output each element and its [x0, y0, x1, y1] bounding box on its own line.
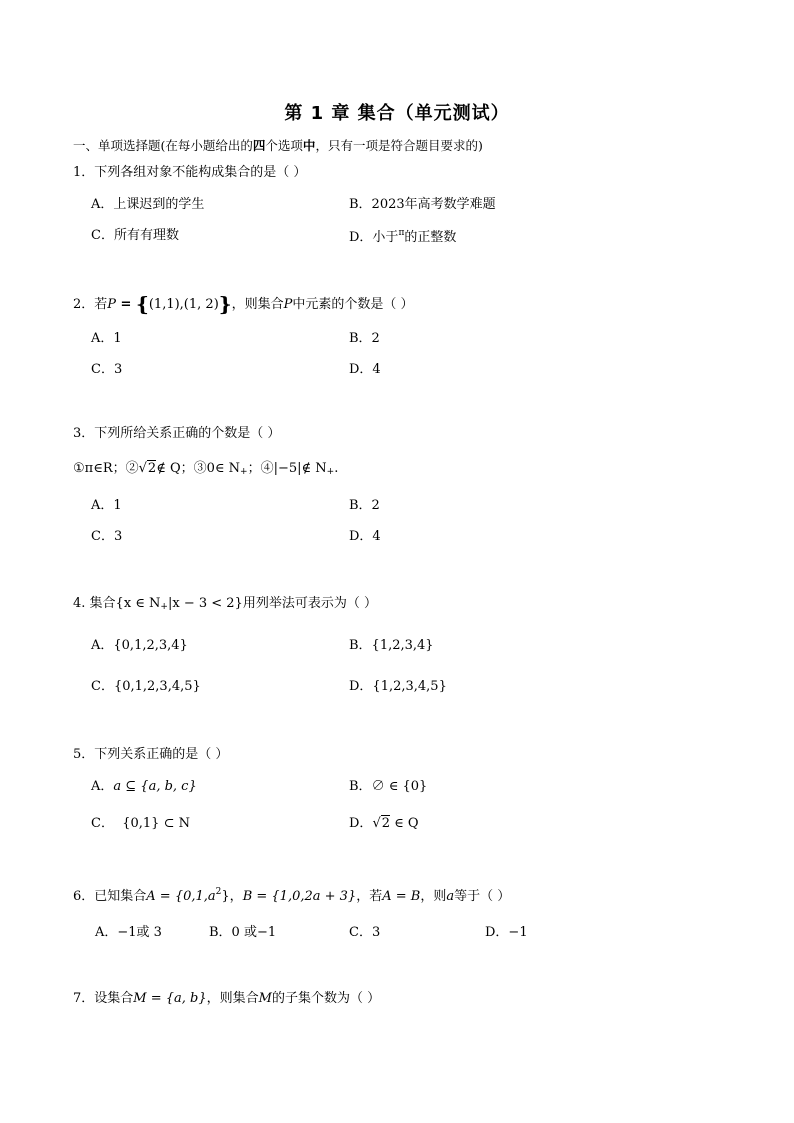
set-builder: |x − 3 < 2} [167, 596, 243, 611]
question-3-option-a: A．1 [91, 498, 122, 513]
question-6-option-b: B．0 或−1 [209, 925, 277, 940]
option-label: B． [349, 779, 372, 794]
question-1-option-c: C．所有有理数 [91, 228, 179, 243]
option-text: D．小于 [349, 230, 399, 245]
set-elements: (1,1),(1, 2) [148, 297, 219, 312]
superscript: 2 [215, 887, 222, 897]
question-6-option-c: C．3 [349, 925, 381, 940]
stem-text: 等于（ ） [454, 889, 511, 904]
option-label: C． [91, 816, 114, 831]
set-builder: {x ∈ N [115, 596, 161, 611]
option-math: {0,1} ⊂ N [122, 816, 190, 831]
option-math: ∅ ∈ {0} [371, 779, 428, 794]
question-3-option-c: C．3 [91, 529, 123, 544]
subscript: + [326, 467, 335, 477]
question-1-option-d [349, 229, 456, 244]
question-1-stem: 1．下列各组对象不能构成集合的是（ ） [73, 165, 307, 180]
set-m-definition: M = {a, b} [133, 991, 207, 1006]
question-7-stem [73, 992, 380, 1005]
question-2-option-d: D．4 [349, 362, 381, 377]
stem-text: 7．设集合 [73, 991, 134, 1006]
set-variable: P [283, 297, 293, 312]
option-math: a ⊆ {a, b, c} [113, 779, 197, 794]
set-equality: A = B [382, 889, 421, 904]
question-6-option-d: D．−1 [485, 925, 528, 940]
section-heading [73, 140, 483, 153]
set-variable: M [258, 991, 272, 1006]
question-5-option-c [91, 817, 190, 830]
relation-text: ；④|−5|∉ N [247, 461, 327, 476]
question-3-option-b: B．2 [349, 498, 380, 513]
stem-text: ， [229, 889, 243, 904]
equals-sign: = [116, 297, 136, 312]
question-6-stem [73, 888, 510, 903]
left-brace: { [135, 292, 149, 316]
stem-text: ，则集合 [206, 991, 259, 1006]
relation-text: ∉ Q；③0∈ N [156, 461, 241, 476]
question-6-option-a: A．−1或 3 [95, 925, 162, 940]
stem-text: 4. 集合 [73, 596, 116, 611]
question-2-option-b: B．2 [349, 331, 380, 346]
variable-a: a [446, 889, 455, 904]
stem-text: ，则集合 [231, 297, 284, 312]
pi-symbol: π [398, 228, 405, 238]
question-5-stem: 5．下列关系正确的是（ ） [73, 747, 229, 762]
stem-text: 的子集个数为（ ） [271, 991, 381, 1006]
set-a-definition: } [221, 889, 230, 904]
set-a-definition: A = {0,1,a [146, 889, 216, 904]
stem-text: ，若 [356, 889, 383, 904]
sqrt-radicand: 2 [381, 816, 391, 831]
set-variable: P [107, 297, 117, 312]
question-2-option-a: A．1 [91, 331, 122, 346]
sqrt-radicand: 2 [147, 461, 157, 476]
relation-text: . [334, 461, 339, 476]
stem-text: 2．若 [73, 297, 108, 312]
stem-text: 中元素的个数是（ ） [292, 297, 414, 312]
stem-text: ，则 [420, 889, 447, 904]
question-1-option-a: A．上课迟到的学生 [91, 197, 205, 212]
section-heading-emphasis: 四 [252, 138, 266, 153]
stem-text: 用列举法可表示为（ ） [242, 596, 377, 611]
question-3-relations: ①π∈R；②√2∉ Q；③0∈ $N_+$；④|−5|∉ $N_+$. [73, 461, 339, 477]
question-5-option-a [91, 780, 197, 793]
section-heading-text: ，只有一项是符合题目要求的) [315, 138, 483, 153]
question-4-option-b: B．{1,2,3,4} [349, 638, 434, 653]
option-math: ∈ Q [390, 816, 419, 831]
section-heading-text: 个选项 [265, 138, 303, 153]
question-2-option-c: C．3 [91, 362, 123, 377]
question-4-option-d: D．{1,2,3,4,5} [349, 679, 447, 694]
question-4-option-a: A．{0,1,2,3,4} [91, 638, 188, 653]
question-4-stem [73, 597, 377, 612]
page-title: 第 1 章 集合（单元测试） [284, 103, 510, 124]
option-label: A． [91, 779, 114, 794]
question-5-option-d: D．√2 ∈ Q [349, 816, 419, 831]
stem-text: 6．已知集合 [73, 889, 147, 904]
option-text: 的正整数 [404, 230, 457, 245]
question-2-stem [73, 294, 414, 314]
question-5-option-b [349, 780, 427, 793]
question-4-option-c: C．{0,1,2,3,4,5} [91, 679, 201, 694]
section-heading-emphasis: 中 [302, 138, 316, 153]
question-3-stem: 3．下列所给关系正确的个数是（ ） [73, 426, 281, 441]
option-label: D． [349, 816, 373, 831]
relation-text: ①π∈R；② [73, 461, 139, 476]
question-3-option-d: D．4 [349, 529, 381, 544]
subscript: + [240, 467, 248, 477]
set-b-definition: B = {1,0,2a + 3} [242, 889, 357, 904]
question-1-option-b: B．2023年高考数学难题 [349, 197, 496, 212]
right-brace: } [218, 292, 232, 316]
section-heading-text: 一、单项选择题(在每小题给出的 [73, 138, 253, 153]
subscript: + [160, 602, 168, 612]
